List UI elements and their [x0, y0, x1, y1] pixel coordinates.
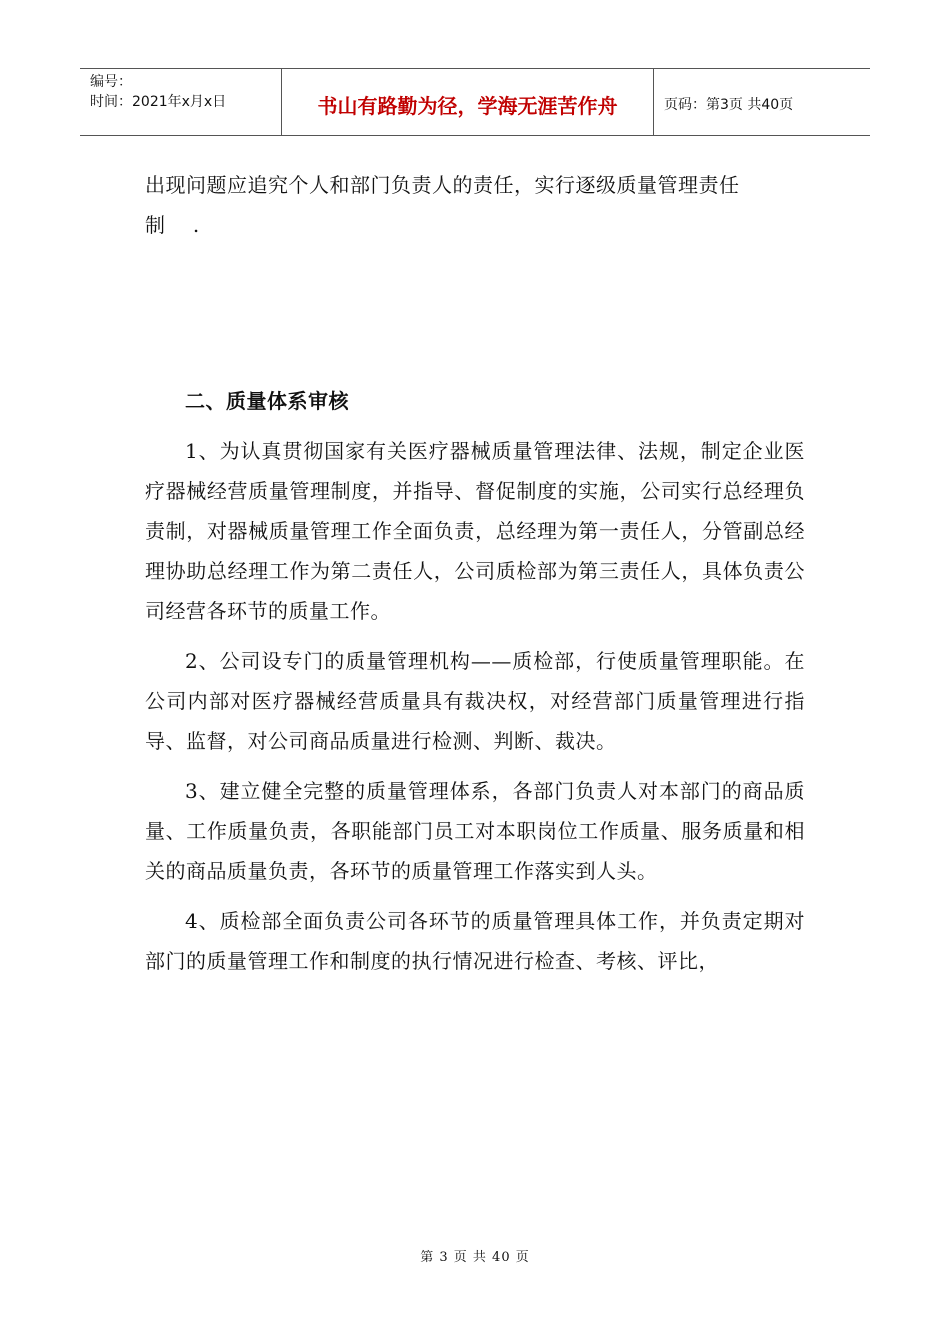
body-paragraph: 3、建立健全完整的质量管理体系，各部门负责人对本部门的商品质量、工作质量负责，各职能部门员工对本职岗位工作质量、服务质量和相关的商品质量负责，各环节的质量管理工作落实到人头。: [145, 779, 805, 883]
page-header: [80, 68, 870, 136]
header-motto: 书山有路勤为径，学海无涯苦作舟: [282, 69, 654, 135]
page-footer: 第 3 页 共 40 页: [420, 1250, 530, 1265]
body-paragraph: 1、为认真贯彻国家有关医疗器械质量管理法律、法规，制定企业医疗器械经营质量管理制度，并指导、督促制度的实施，公司实行总经理负责制，对器械质量管理工作全面负责，总经理为第一责任人，分管副总经理协助总经理工作为第二责任人，公司质检部为第三责任人，具体负责公司经营各环节的质量工作。: [145, 439, 805, 623]
document-date-label: 时间：2021年x月x日: [90, 94, 227, 110]
section-spacer: [145, 245, 805, 381]
continuation-line: 制 .: [145, 213, 200, 237]
continuation-line: 出现问题应追究个人和部门负责人的责任，实行逐级质量管理责任: [145, 173, 740, 197]
section-title: 二、质量体系审核: [185, 389, 349, 413]
body-paragraph: 4、质检部全面负责公司各环节的质量管理具体工作，并负责定期对部门的质量管理工作和制度的执行情况进行检查、考核、评比，: [145, 909, 805, 973]
document-body: [145, 165, 805, 991]
body-paragraph: 2、公司设专门的质量管理机构——质检部，行使质量管理职能。在公司内部对医疗器械经营质量具有裁决权，对经营部门质量管理进行指导、监督，对公司商品质量进行检测、判断、裁决。: [145, 649, 805, 753]
header-meta-cell: [80, 69, 282, 135]
document-number-label: 编号：: [90, 74, 132, 90]
header-page-info: 页码：第3页 共40页: [664, 97, 794, 113]
